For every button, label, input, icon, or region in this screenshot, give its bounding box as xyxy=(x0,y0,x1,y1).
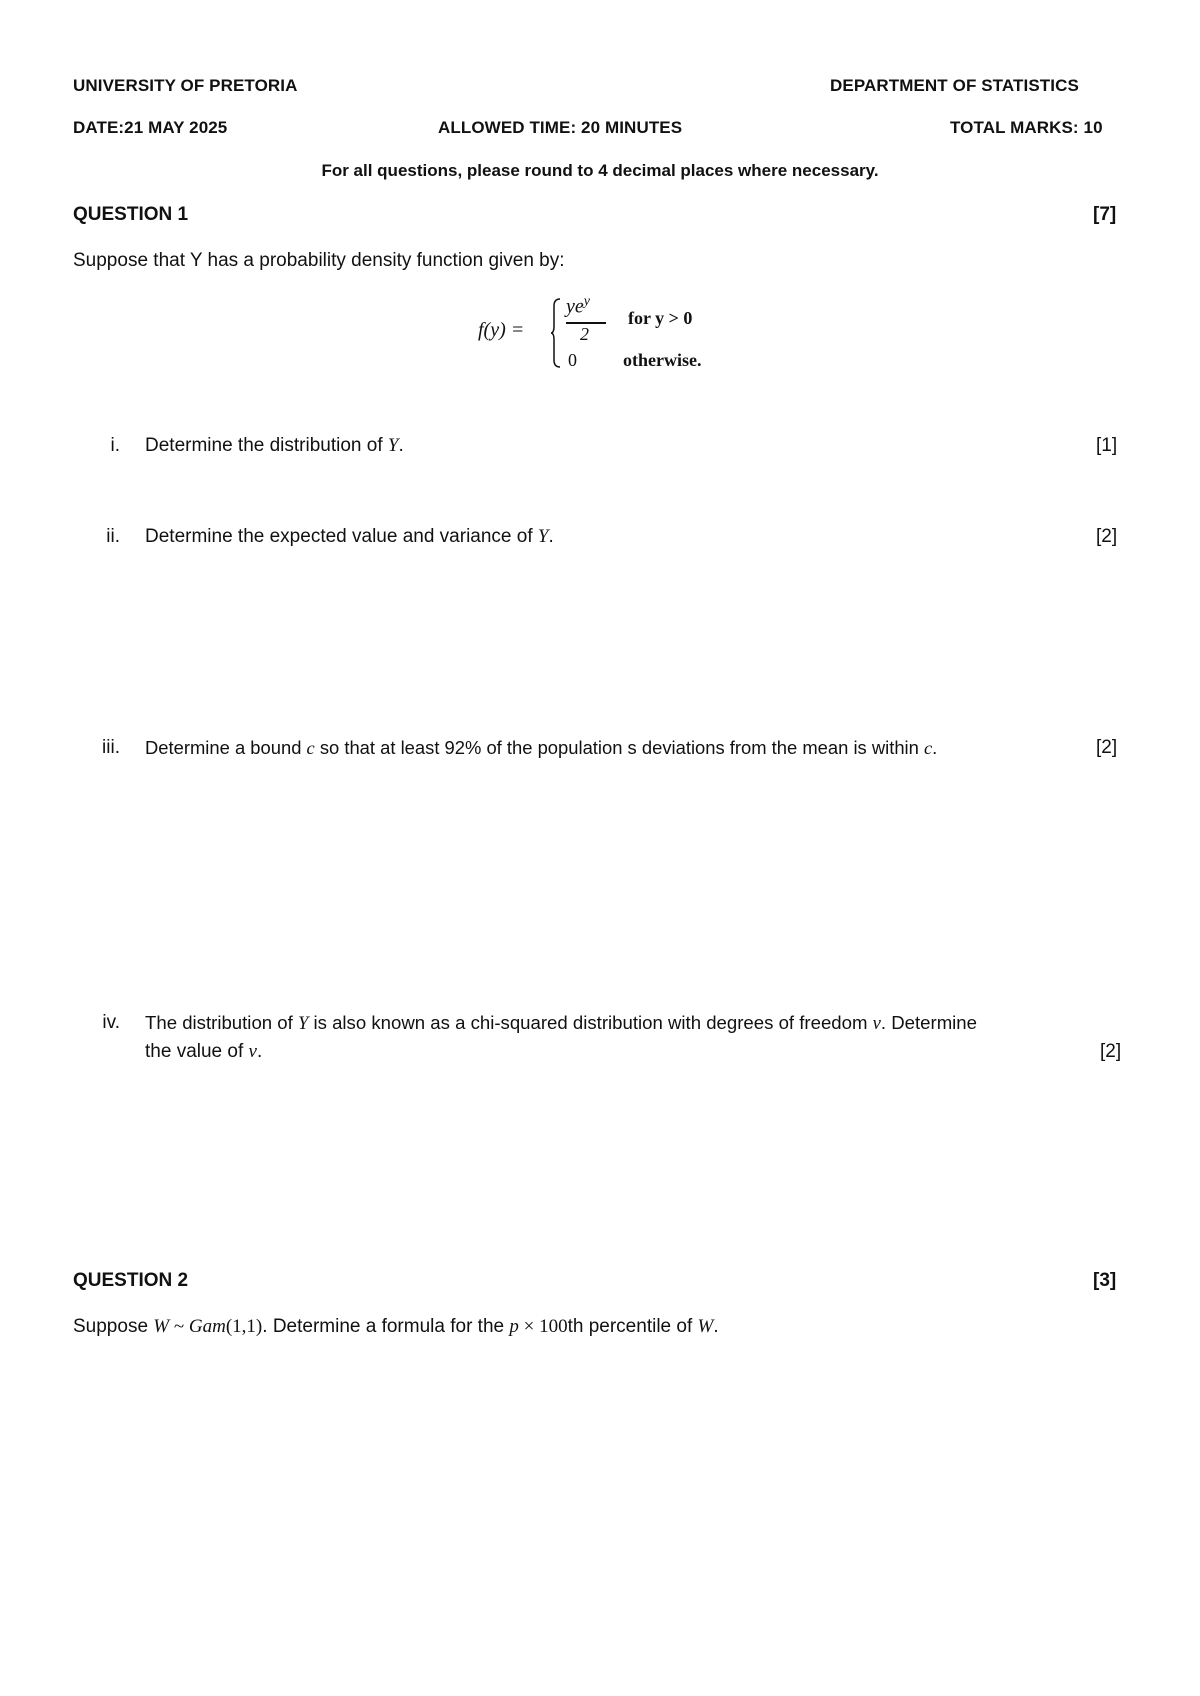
part-iii-text: Determine a bound c so that at least 92% of the population s deviations from the mean is within c. xyxy=(145,737,938,758)
question-1-marks: [7] xyxy=(1093,204,1117,225)
formula-exponent: y xyxy=(583,294,590,309)
total-marks: TOTAL MARKS: 10 xyxy=(950,118,1103,137)
question-1-title: QUESTION 1 xyxy=(73,204,189,225)
left-brace-icon xyxy=(551,298,561,368)
part-iv-text-line2: the value of v. xyxy=(145,1041,263,1062)
formula-denominator: 2 xyxy=(580,324,589,344)
part-ii-numeral: ii. xyxy=(106,526,120,547)
formula-case2-value: 0 xyxy=(568,350,577,370)
part-i-text: Determine the distribution of Y. xyxy=(145,435,404,456)
exam-date: DATE:21 MAY 2025 xyxy=(73,118,228,137)
part-iii-numeral: iii. xyxy=(102,737,120,758)
part-iv-text-line1: The distribution of Y is also known as a chi-squared distribution with degrees of freedom v. Determine xyxy=(145,1012,977,1034)
rounding-instruction: For all questions, please round to 4 decimal places where necessary. xyxy=(321,161,879,180)
part-i-marks: [1] xyxy=(1096,435,1118,456)
part-i-numeral: i. xyxy=(110,435,120,456)
formula-case2-condition: otherwise. xyxy=(623,350,702,370)
question-2-text: Suppose W ~ Gam(1,1). Determine a formula for the p × 100th percentile of W. xyxy=(73,1316,719,1337)
formula-lhs: f(y) = xyxy=(478,319,525,341)
formula-numerator: $ye^y$ xyxy=(566,294,590,318)
formula-case1-condition: for y > 0 xyxy=(628,308,693,328)
part-ii-marks: [2] xyxy=(1096,526,1118,547)
department-name: DEPARTMENT OF STATISTICS xyxy=(830,76,1079,95)
part-iv-marks: [2] xyxy=(1100,1041,1122,1062)
question-2-marks: [3] xyxy=(1093,1270,1117,1291)
allowed-time: ALLOWED TIME: 20 MINUTES xyxy=(438,118,683,137)
part-iv-numeral: iv. xyxy=(102,1012,120,1033)
part-iii-marks: [2] xyxy=(1096,737,1118,758)
density-formula xyxy=(478,294,738,374)
question-1-intro: Suppose that Y has a probability density function given by: xyxy=(73,250,565,271)
university-name: UNIVERSITY OF PRETORIA xyxy=(73,76,298,95)
question-2-title: QUESTION 2 xyxy=(73,1270,189,1291)
part-ii-text: Determine the expected value and variance of Y. xyxy=(145,526,554,547)
